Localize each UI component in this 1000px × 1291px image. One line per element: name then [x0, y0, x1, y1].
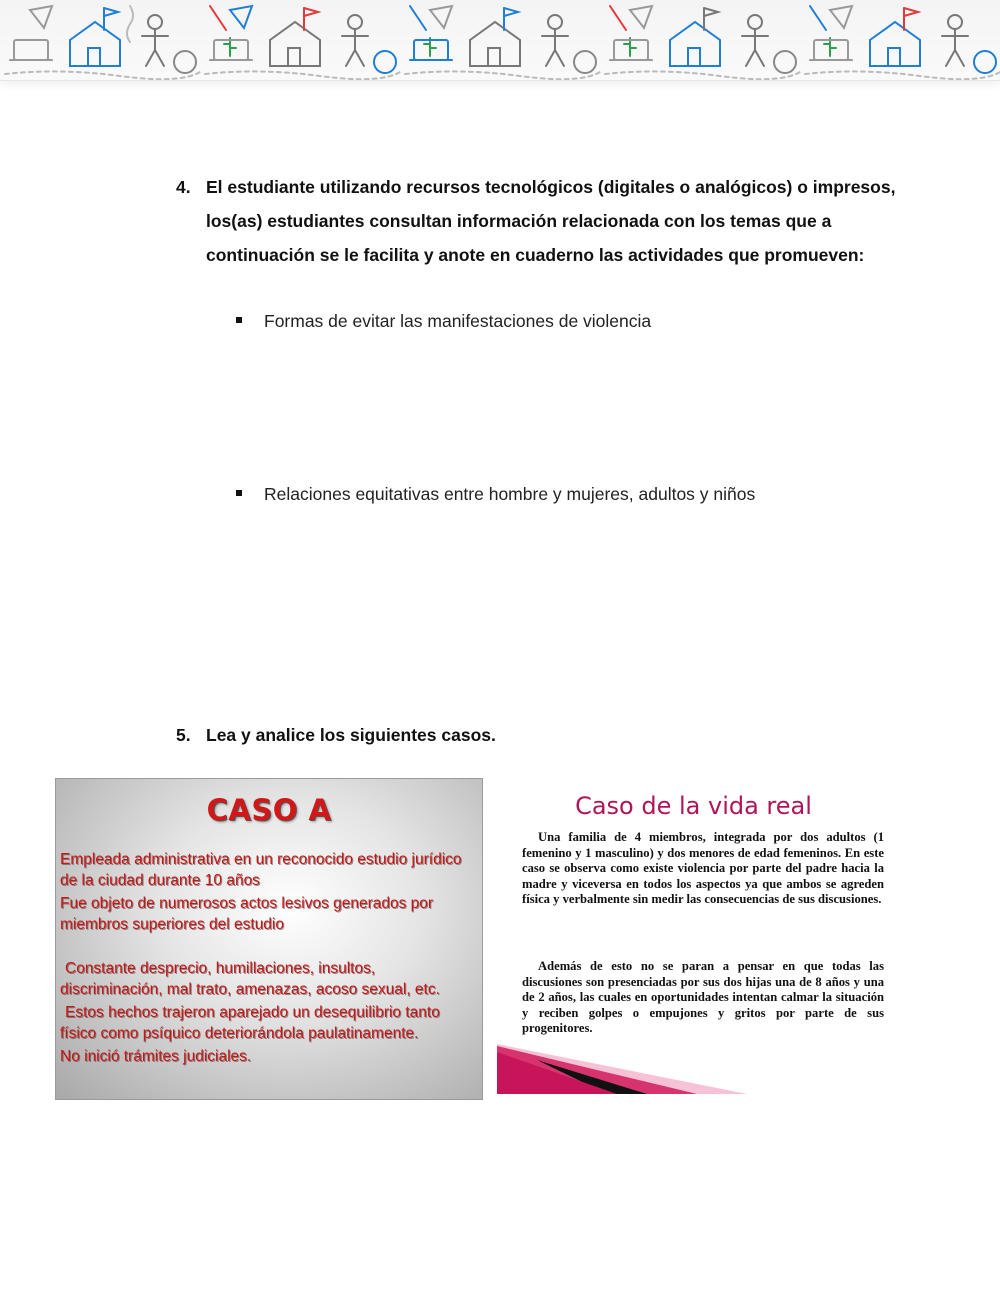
- case-a-paragraph: Empleada administrativa en un reconocido estudio jurídico de la ciudad durante 10 años: [60, 851, 462, 889]
- question-4-number: 4.: [176, 177, 191, 197]
- paper-plane-icon: [30, 6, 52, 28]
- bullet-item-text: Formas de evitar las manifestaciones de violencia: [264, 311, 652, 331]
- square-bullet-icon: [236, 317, 242, 323]
- case-real-life-slide: [497, 778, 890, 1096]
- square-bullet-icon: [236, 490, 242, 496]
- bullet-item: [236, 484, 755, 505]
- question-5-text: Lea y analice los siguientes casos.: [206, 725, 496, 745]
- case-real-life-title: Caso de la vida real: [575, 792, 812, 820]
- laptop-icon: [14, 40, 48, 60]
- header-doodle-banner: [0, 0, 1000, 81]
- question-4-text: El estudiante utilizando recursos tecnológicos (digitales o analógicos) o impresos, los(as) estudiantes consultan información relacionada con los temas que a continuación se le facilita y anote en cuaderno las actividades que promueven:: [206, 177, 896, 265]
- person-icon: [148, 15, 162, 29]
- bullet-item: [236, 311, 651, 332]
- doodle-pattern: [0, 0, 1000, 80]
- question-5: [176, 718, 916, 752]
- case-a-paragraph: Fue objeto de numerosos actos lesivos generados por miembros superiores del estudio: [60, 895, 434, 933]
- case-real-life-paragraph: Además de esto no se paran a pensar en que todas las discusiones son presenciadas por sus dos hijas una de 8 años y una de 2 años, las cuales en oportunidades intentan calmar la situación y reciben golpes o empujones y gritos por parte de sus progenitores.: [522, 959, 884, 1035]
- doodle-tile: [5, 6, 236, 79]
- case-a-paragraph: No inició trámites judiciales.: [60, 1048, 252, 1065]
- question-4: [176, 170, 916, 272]
- case-a-slide: [55, 778, 483, 1100]
- bullet-item-text: Relaciones equitativas entre hombre y mujeres, adultos y niños: [264, 484, 756, 504]
- pencil-icon: [210, 6, 226, 30]
- question-5-number: 5.: [176, 725, 191, 745]
- flag-icon: [104, 8, 118, 30]
- case-a-paragraph: Constante desprecio, humillaciones, insultos, discriminación, mal trato, amenazas, acoso sexual, etc.: [60, 960, 440, 998]
- pink-wedge-decoration: [497, 1038, 747, 1096]
- house-icon: [70, 22, 120, 66]
- case-a-title: CASO A: [206, 793, 332, 827]
- case-a-paragraph: Estos hechos trajeron aparejado un desequilibrio tanto físico como psíquico deteriorándola paulatinamente.: [60, 1004, 440, 1042]
- globe-icon: [174, 51, 196, 73]
- case-real-life-paragraph: Una familia de 4 miembros, integrada por dos adultos (1 femenino y 1 masculino) y dos menores de edad femeninos. En este caso se observa como existe violencia por parte del padre hacia la madre y viceversa en todos los aspectos ya que ambos se agreden física y verbalmente sin medir las consecuencias de sus discusiones.: [522, 830, 884, 906]
